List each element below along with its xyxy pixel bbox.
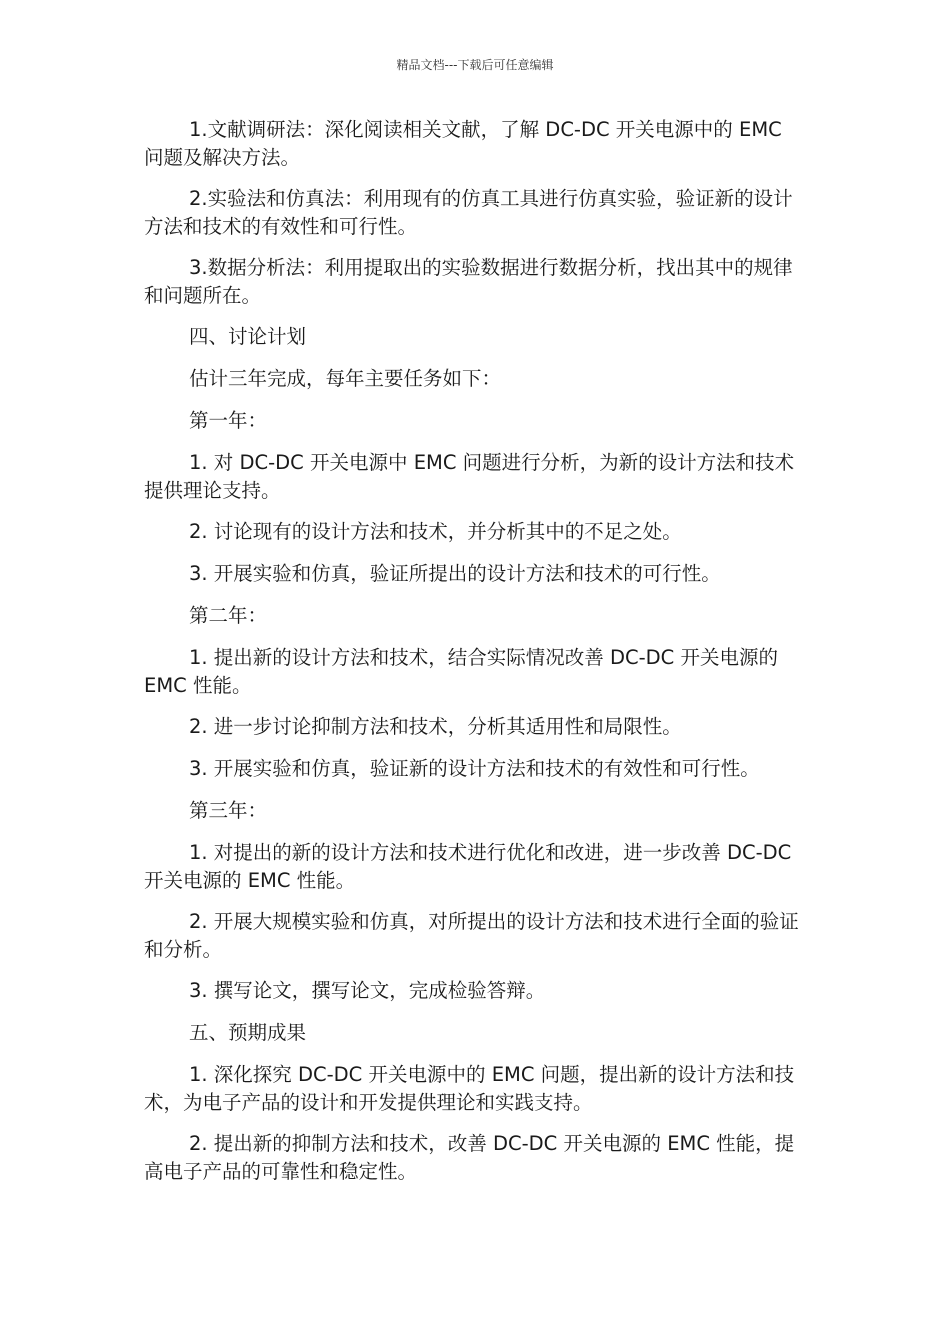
year-one-task-3: 3. 开展实验和仿真，验证所提出的设计方法和技术的可行性。 [189, 562, 721, 585]
expected-result-1: 1. 深化探究 DC-DC 开关电源中的 EMC 问题，提出新的设计方法和技术，为电子产品的设计和开发提供理论和实践支持。 [144, 1063, 795, 1114]
year-one-task-1: 1. 对 DC-DC 开关电源中 EMC 问题进行分析，为新的设计方法和技术提供理论支持。 [144, 451, 795, 502]
year-two-heading: 第二年： [189, 604, 268, 627]
year-three-heading: 第三年： [189, 799, 268, 822]
method-item-3: 3.数据分析法：利用提取出的实验数据进行数据分析，找出其中的规律和问题所在。 [144, 256, 793, 307]
document-body [144, 116, 806, 1199]
year-one-heading: 第一年： [189, 409, 268, 432]
method-item-2: 2.实验法和仿真法：利用现有的仿真工具进行仿真实验，验证新的设计方法和技术的有效性和可行性。 [144, 187, 793, 238]
year-three-task-2: 2. 开展大规模实验和仿真，对所提出的设计方法和技术进行全面的验证和分析。 [144, 910, 799, 961]
method-item-1: 1.文献调研法：深化阅读相关文献，了解 DC-DC 开关电源中的 EMC 问题及解决方法。 [144, 118, 782, 169]
year-two-task-1: 1. 提出新的设计方法和技术，结合实际情况改善 DC-DC 开关电源的 EMC 性能。 [144, 646, 778, 697]
section-heading-expected-results: 五、预期成果 [189, 1021, 307, 1044]
expected-result-2: 2. 提出新的抑制方法和技术，改善 DC-DC 开关电源的 EMC 性能，提高电子产品的可靠性和稳定性。 [144, 1132, 795, 1183]
year-one-task-2: 2. 讨论现有的设计方法和技术，并分析其中的不足之处。 [189, 520, 682, 543]
page-header: 精品文档---下载后可任意编辑 [396, 58, 554, 72]
plan-intro: 估计三年完成，每年主要任务如下： [189, 367, 502, 390]
year-three-task-3: 3. 撰写论文，撰写论文，完成检验答辩。 [189, 979, 546, 1002]
year-two-task-2: 2. 进一步讨论抑制方法和技术，分析其适用性和局限性。 [189, 715, 682, 738]
year-three-task-1: 1. 对提出的新的设计方法和技术进行优化和改进，进一步改善 DC-DC 开关电源的 EMC 性能。 [144, 841, 792, 892]
section-heading-research-plan: 四、讨论计划 [189, 325, 307, 348]
year-two-task-3: 3. 开展实验和仿真，验证新的设计方法和技术的有效性和可行性。 [189, 757, 760, 780]
